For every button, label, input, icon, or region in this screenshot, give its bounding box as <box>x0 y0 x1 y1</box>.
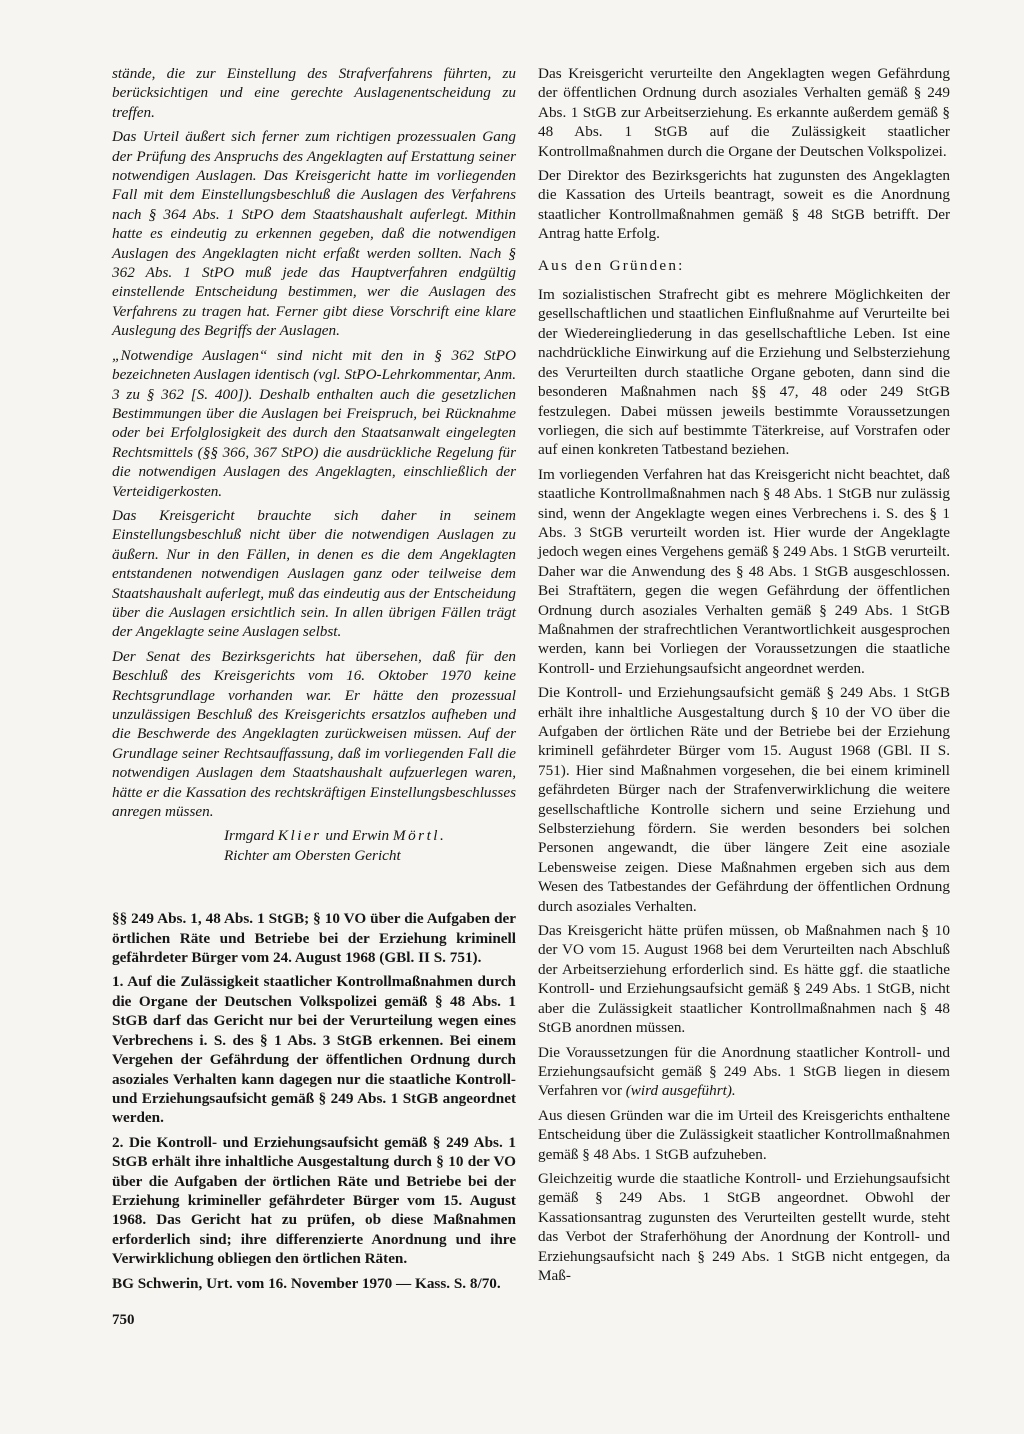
signature-connector: und Erwin <box>321 827 393 845</box>
right-paragraph-9: Gleichzeitig wurde die staatliche Kontroll- und Erziehungsaufsicht gemäß § 249 Abs. 1 StGB angeordnet. Obwohl der Kassationsantrag zugunsten des Verurteilten gestellt wurde, steht das Verbot der Straferhöhung der Anordnung der Kontroll- und Erziehungsaufsicht nach § 249 Abs. 1 StGB nicht entgegen, da Maß- <box>538 1169 950 1284</box>
left-column <box>112 64 516 1298</box>
left-paragraph-3: „Notwendige Auslagen“ sind nicht mit den in § 362 StPO bezeichneten Auslagen identisch (vgl. StPO-Lehrkommentar, Anm. 3 zu § 362 [S. 400]). Deshalb enthalten auch die gesetzlichen Bestimmungen über die Auslagen bei Freispruch, bei Rücknahme oder bei Erfolglosigkeit des durch den Staatsanwalt eingelegten Rechtsmittels (§§ 366, 367 StPO) die ausdrückliche Regelung für die notwendigen Auslagen des Angeklagten, einschließlich der Verteidigerkosten. <box>112 346 516 500</box>
right-paragraph-7-note: (wird ausgeführt). <box>625 1082 736 1100</box>
headnote-1: 1. Auf die Zulässigkeit staatlicher Kontrollmaßnahmen durch die Organe der Deutschen Volkspolizei gemäß § 48 Abs. 1 StGB darf das Gericht nur bei der Verurteilung wegen eines Verbrechens i. S. des § 1 Abs. 3 StGB erkennen. Bei einem Vergehen der Gefährdung der öffentlichen Ordnung durch asoziales Verhalten kann dagegen nur die staatliche Kontroll- und Erziehungsaufsicht gemäß § 249 Abs. 1 StGB angeordnet werden. <box>112 973 516 1127</box>
left-paragraph-2: Das Urteil äußert sich ferner zum richtigen prozessualen Gang der Prüfung des Anspruchs des Angeklagten auf Erstattung seiner notwendigen Auslagen. Das Kreisgericht hatte im vorliegenden Fall mit dem Einstellungsbeschluß die Auslagen des Verfahrens nach § 364 Abs. 1 StPO dem Staatshaushalt auferlegt. Mithin hatte es eindeutig zu erkennen gegeben, daß die notwendigen Auslagen des Angeklagten nicht erfaßt werden sollten. Nach § 362 Abs. 1 StPO muß jede das Hauptverfahren endgültig einstellende Entscheidung bestimmen, wer die Auslagen des Verfahrens zu tragen hat. Ferner gibt diese Vorschrift eine klare Auslegung des Begriffs der Auslagen. <box>112 128 516 340</box>
decision-citation: §§ 249 Abs. 1, 48 Abs. 1 StGB; § 10 VO über die Aufgaben der örtlichen Räte und Betriebe bei der Erziehung kriminell gefährdeter Bürger vom 24. August 1968 (GBl. II S. 751). <box>112 910 516 967</box>
section-heading: Aus den Gründen: <box>538 256 685 274</box>
right-paragraph-2: Der Direktor des Bezirksgerichts hat zugunsten des Angeklagten die Kassation des Urteils beantragt, soweit es die Anordnung staatlicher Kontrollmaßnahmen gemäß § 48 StGB betrifft. Der Antrag hatte Erfolg. <box>538 167 950 243</box>
right-paragraph-5: Die Kontroll- und Erziehungsaufsicht gemäß § 249 Abs. 1 StGB erhält ihre inhaltliche Ausgestaltung durch § 10 der VO über die Aufgaben der örtlichen Räte und der Betriebe bei der Erziehung kriminell gefährdeter Bürger vom 15. August 1968 (GBl. II S. 751). Hier sind Maßnahmen vorgesehen, die bei einem kriminell gefährdeten Bürger nach der Strafenverwirklichung die weitere gesellschaftliche Kontrolle sichern und seine Erziehung und Selbsterziehung fördern. Sie werden besonders bei solchen Personen angewandt, die über längere Zeit eine asoziale Lebensweise zeigen. Diese Maßnahmen ergeben sich aus dem Wesen des Tatbestandes der Gefährdung der öffentlichen Ordnung durch asoziales Verhalten. <box>538 684 950 915</box>
left-paragraph-1: stände, die zur Einstellung des Strafverfahrens führten, zu berücksichtigen und eine gerechte Auslagenentscheidung zu treffen. <box>112 65 516 121</box>
signature-period: . <box>440 827 444 845</box>
right-paragraph-1: Das Kreisgericht verurteilte den Angeklagten wegen Gefährdung der öffentlichen Ordnung durch asoziales Verhalten gemäß § 249 Abs. 1 StGB zur Arbeitserziehung. Es erkannte außerdem gemäß § 48 Abs. 1 StGB auf die Zulässigkeit staatlicher Kontrollmaßnahmen durch die Organe der Deutschen Volkspolizei. <box>538 65 950 160</box>
headnote-2: 2. Die Kontroll- und Erziehungsaufsicht gemäß § 249 Abs. 1 StGB erhält ihre inhaltliche Ausgestaltung durch § 10 der VO über die Aufgaben der örtlichen Räte und Betriebe bei der Erziehung krimineller gefährdeter Bürger vom 15. August 1968. Das Gericht hat zu prüfen, ob diese Maßnahmen erforderlich sind; ihre differenzierte Anordnung und ihre Verwirklichung obliegen den örtlichen Räten. <box>112 1133 516 1268</box>
signature-surname-1: Klier <box>277 827 322 845</box>
court-reference: BG Schwerin, Urt. vom 16. November 1970 — Kass. S. 8/70. <box>112 1274 501 1292</box>
right-paragraph-8: Aus diesen Gründen war die im Urteil des Kreisgerichts enthaltene Entscheidung über die Zulässigkeit staatlicher Kontrollmaßnahmen gemäß § 48 Abs. 1 StGB aufzuheben. <box>538 1106 950 1163</box>
right-paragraph-6: Das Kreisgericht hätte prüfen müssen, ob Maßnahmen nach § 10 der VO vom 15. August 1968 bei dem Verurteilten nach Abschluß der Arbeitserziehung erforderlich sind. Es hätte ggf. die staatliche Kontroll- und Erziehungsaufsicht gemäß § 249 Abs. 1 StGB, nicht aber die Zulässigkeit staatlicher Kontrollmaßnahmen nach § 48 StGB anordnen müssen. <box>538 922 950 1037</box>
signature-first-name-1: Irmgard <box>224 827 278 845</box>
right-paragraph-4: Im vorliegenden Verfahren hat das Kreisgericht nicht beachtet, daß staatliche Kontrollmaßnahmen nach § 48 Abs. 1 StGB nur zulässig sind, wenn der Angeklagte wegen eines Verbrechens i. S. des § 1 Abs. 3 StGB verurteilt worden ist. Hier wurde der Angeklagte jedoch wegen eines Vergehens gemäß § 249 Abs. 1 StGB verurteilt. Daher war die Anwendung des § 48 Abs. 1 StGB ausgeschlossen. Bei Straftätern, gegen die wegen Gefährdung der öffentlichen Ordnung durch asoziales Verhalten gemäß § 249 Abs. 1 StGB Maßnahmen der strafrechtlichen Verantwortlichkeit ausgesprochen werden, kann bei Vorliegen der Voraussetzungen die staatliche Kontroll- und Erziehungsaufsicht angeordnet werden. <box>538 465 950 677</box>
right-paragraph-3: Im sozialistischen Strafrecht gibt es mehrere Möglichkeiten der gesellschaftlichen und staatlichen Einflußnahme auf Verurteilte bei der Wiedereingliederung in das gesellschaftliche Leben. Ist eine nachdrückliche Einwirkung auf die Erziehung und Selbsterziehung des Verurteilten durch staatliche Organe geboten, dann sind die besonderen Maßnahmen nach §§ 47, 48 oder 249 StGB festzulegen. Dabei müssen jeweils bestimmte Voraussetzungen vorliegen, die sich auf bestimmte Täterkreise, auf Vorstrafen oder auf einen konkreten Tatbestand beziehen. <box>538 286 950 459</box>
right-paragraph-7-text: Die Voraussetzungen für die Anordnung staatlicher Kontroll- und Erziehungsaufsicht gemäß § 249 Abs. 1 StGB liegen in diesem Verfahren vor <box>538 1043 950 1100</box>
signature-role: Richter am Obersten Gericht <box>224 846 401 864</box>
author-signature <box>112 826 516 865</box>
left-paragraph-5: Der Senat des Bezirksgerichts hat übersehen, daß für den Beschluß des Kreisgerichts vom 16. Oktober 1970 keine Rechtsgrundlage vorhanden war. Er hätte den prozessual unzulässigen Beschluß des Kreisgerichts ersatzlos aufheben und die Beschwerde des Angeklagten zurückweisen müssen. Auf der Grundlage seiner Rechtsauffassung, daß im vorliegenden Fall die notwendigen Auslagen dem Staatshaushalt aufzuerlegen waren, hätte er die Kassation des rechtskräftigen Einstellungsbeschlusses anregen müssen. <box>112 647 516 821</box>
right-column <box>538 64 950 1290</box>
right-paragraph-7 <box>538 1043 950 1101</box>
page-number: 750 <box>112 1312 135 1328</box>
signature-surname-2: Mörtl <box>392 827 441 845</box>
left-paragraph-4: Das Kreisgericht brauchte sich daher in seinem Einstellungsbeschluß nicht über die notwendigen Auslagen zu äußern. Nur in den Fällen, in denen es die dem Angeklagten entstandenen notwendigen Auslagen ganz oder teilweise dem Staatshaushalt auferlegt, muß das eindeutig aus der Entscheidung über die Auslagen ersichtlich sein. In allen übrigen Fällen trägt der Angeklagte seine Auslagen selbst. <box>112 506 516 641</box>
